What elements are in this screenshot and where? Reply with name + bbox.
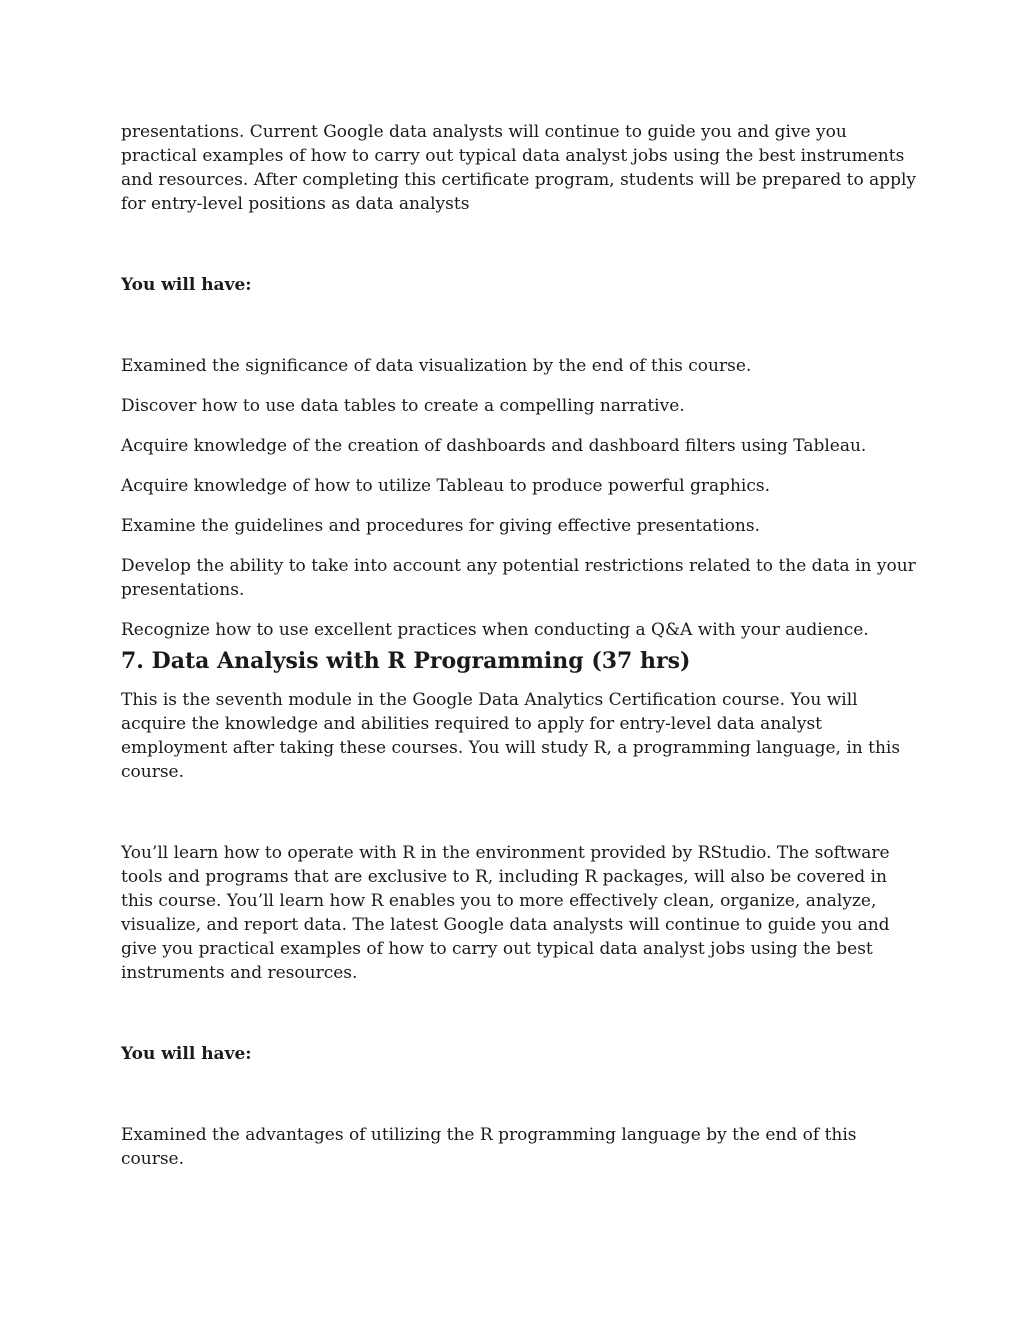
list-item: Acquire knowledge of the creation of dashboards and dashboard filters using Tableau. (121, 436, 867, 456)
list-item: Develop the ability to take into account any potential restrictions related to the data in your presentations. (121, 556, 916, 600)
list-item: Acquire knowledge of how to utilize Tableau to produce powerful graphics. (121, 476, 771, 496)
list-item: Examined the significance of data visualization by the end of this course. (121, 356, 752, 376)
list-item: Discover how to use data tables to create a compelling narrative. (121, 396, 685, 416)
section-paragraph: You’ll learn how to operate with R in the environment provided by RStudio. The software tools and programs that are exclusive to R, including R packages, will also be covered in this course. You’ll learn how R enables you to more effectively clean, organize, analyze, visualize, and report data. The latest Google data analysts will continue to guide you and give you practical examples of how to carry out typical data analyst jobs using the best instruments and resources. (121, 843, 890, 983)
you-will-have-label: You will have: (121, 275, 252, 295)
list-item: Examined the advantages of utilizing the R programming language by the end of this course. (121, 1125, 857, 1169)
section-paragraph: This is the seventh module in the Google Data Analytics Certification course. You will acquire the knowledge and abilities required to apply for entry-level data analyst employment after taking these courses. You will study R, a programming language, in this course. (121, 690, 901, 782)
you-will-have-label: You will have: (121, 1044, 252, 1064)
outcomes-list (121, 354, 921, 642)
document-page (121, 120, 921, 1171)
intro-paragraph: presentations. Current Google data analysts will continue to guide you and give you practical examples of how to carry out typical data analyst jobs using the best instruments and resources. After completing this certificate program, students will be prepared to apply for entry-level positions as data analysts (121, 122, 917, 214)
list-item: Examine the guidelines and procedures for giving effective presentations. (121, 516, 760, 536)
section-heading: 7. Data Analysis with R Programming (37 hrs) (121, 648, 691, 674)
list-item: Recognize how to use excellent practices when conducting a Q&A with your audience. (121, 620, 869, 640)
